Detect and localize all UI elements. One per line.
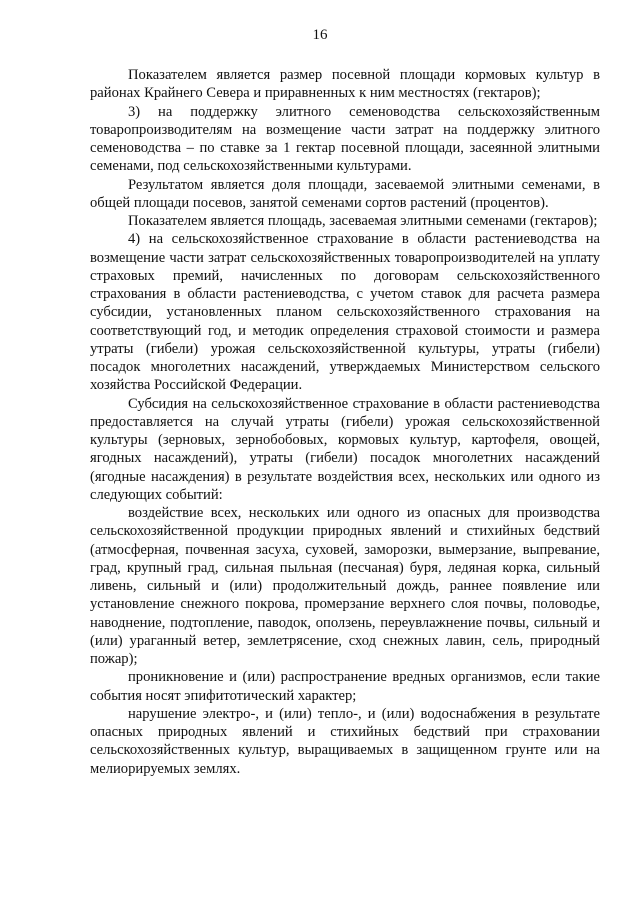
paragraph-elite-seed-support: 3) на поддержку элитного семеноводства сельскохозяйственным товаропроизводителям на возмещение части затрат на поддержку элитного семеноводства – по ставке за 1 гектар посевной площади, засеянной элитными семенами, под сельскохозяйственными культурами. <box>90 103 600 175</box>
paragraph-crop-insurance: 4) на сельскохозяйственное страхование в области растениеводства на возмещение части затрат сельскохозяйственных товаропроизводителей на уплату страховых премий, начисленных по договорам сельскохозяйственного страхования в области растениеводства, с учетом ставок для расчета размера субсидии, установленных планом сельскохозяйственного страхования на соответствующий год, и методик определения страховой стоимости и размера утраты (гибели) урожая сельскохозяйственной культуры, утраты (гибели) посадок многолетних насаждений, утверждаемых Министерством сельского хозяйства Российской Федерации. <box>90 231 600 394</box>
paragraph-harmful-organisms: проникновение и (или) распространение вредных организмов, если такие события носят эпифитотический характер; <box>90 669 600 704</box>
paragraph-natural-hazards: воздействие всех, нескольких или одного из опасных для производства сельскохозяйственной продукции природных явлений и стихийных бедствий (атмосферная, почвенная засуха, суховей, заморозки, вымерзание, выпревание, град, крупный град, сильная пыльная (песчаная) буря, ледяная корка, сильный ливень, сильный и (или) продолжительный дождь, раннее появление или установление снежного покрова, промерзание верхнего слоя почвы, половодье, наводнение, подтопление, паводок, оползень, переувлажнение почвы, сильный и (или) ураганный ветер, землетрясение, сход снежных лавин, сель, природный пожар); <box>90 505 600 667</box>
paragraph-insurance-subsidy-events: Субсидия на сельскохозяйственное страхование в области растениеводства предоставляется на случай утраты (гибели) урожая сельскохозяйственной культуры (зерновых, зернобобовых, кормовых культур, картофеля, овощей, ягодных насаждений), утраты (гибели) посадок многолетних насаждений (ягодные насаждения) в результате воздействия всех, нескольких или одного из следующих событий: <box>90 395 600 503</box>
body-text <box>90 66 600 778</box>
paragraph-utility-disruption: нарушение электро-, и (или) тепло-, и (или) водоснабжения в результате опасных природных явлений и стихийных бедствий при страховании сельскохозяйственных культур, выращиваемых в защищенном грунте или на мелиорируемых землях. <box>90 705 600 777</box>
paragraph-elite-seed-result: Результатом является доля площади, засеваемой элитными семенами, в общей площади посевов, занятой семенами сортов растений (процентов). <box>90 176 600 211</box>
page-number: 16 <box>312 27 328 43</box>
paragraph-fodder-crops-indicator: Показателем является размер посевной площади кормовых культур в районах Крайнего Севера и приравненных к ним местностях (гектаров); <box>90 67 600 102</box>
paragraph-elite-seed-indicator: Показателем является площадь, засеваемая элитными семенами (гектаров); <box>128 213 598 229</box>
